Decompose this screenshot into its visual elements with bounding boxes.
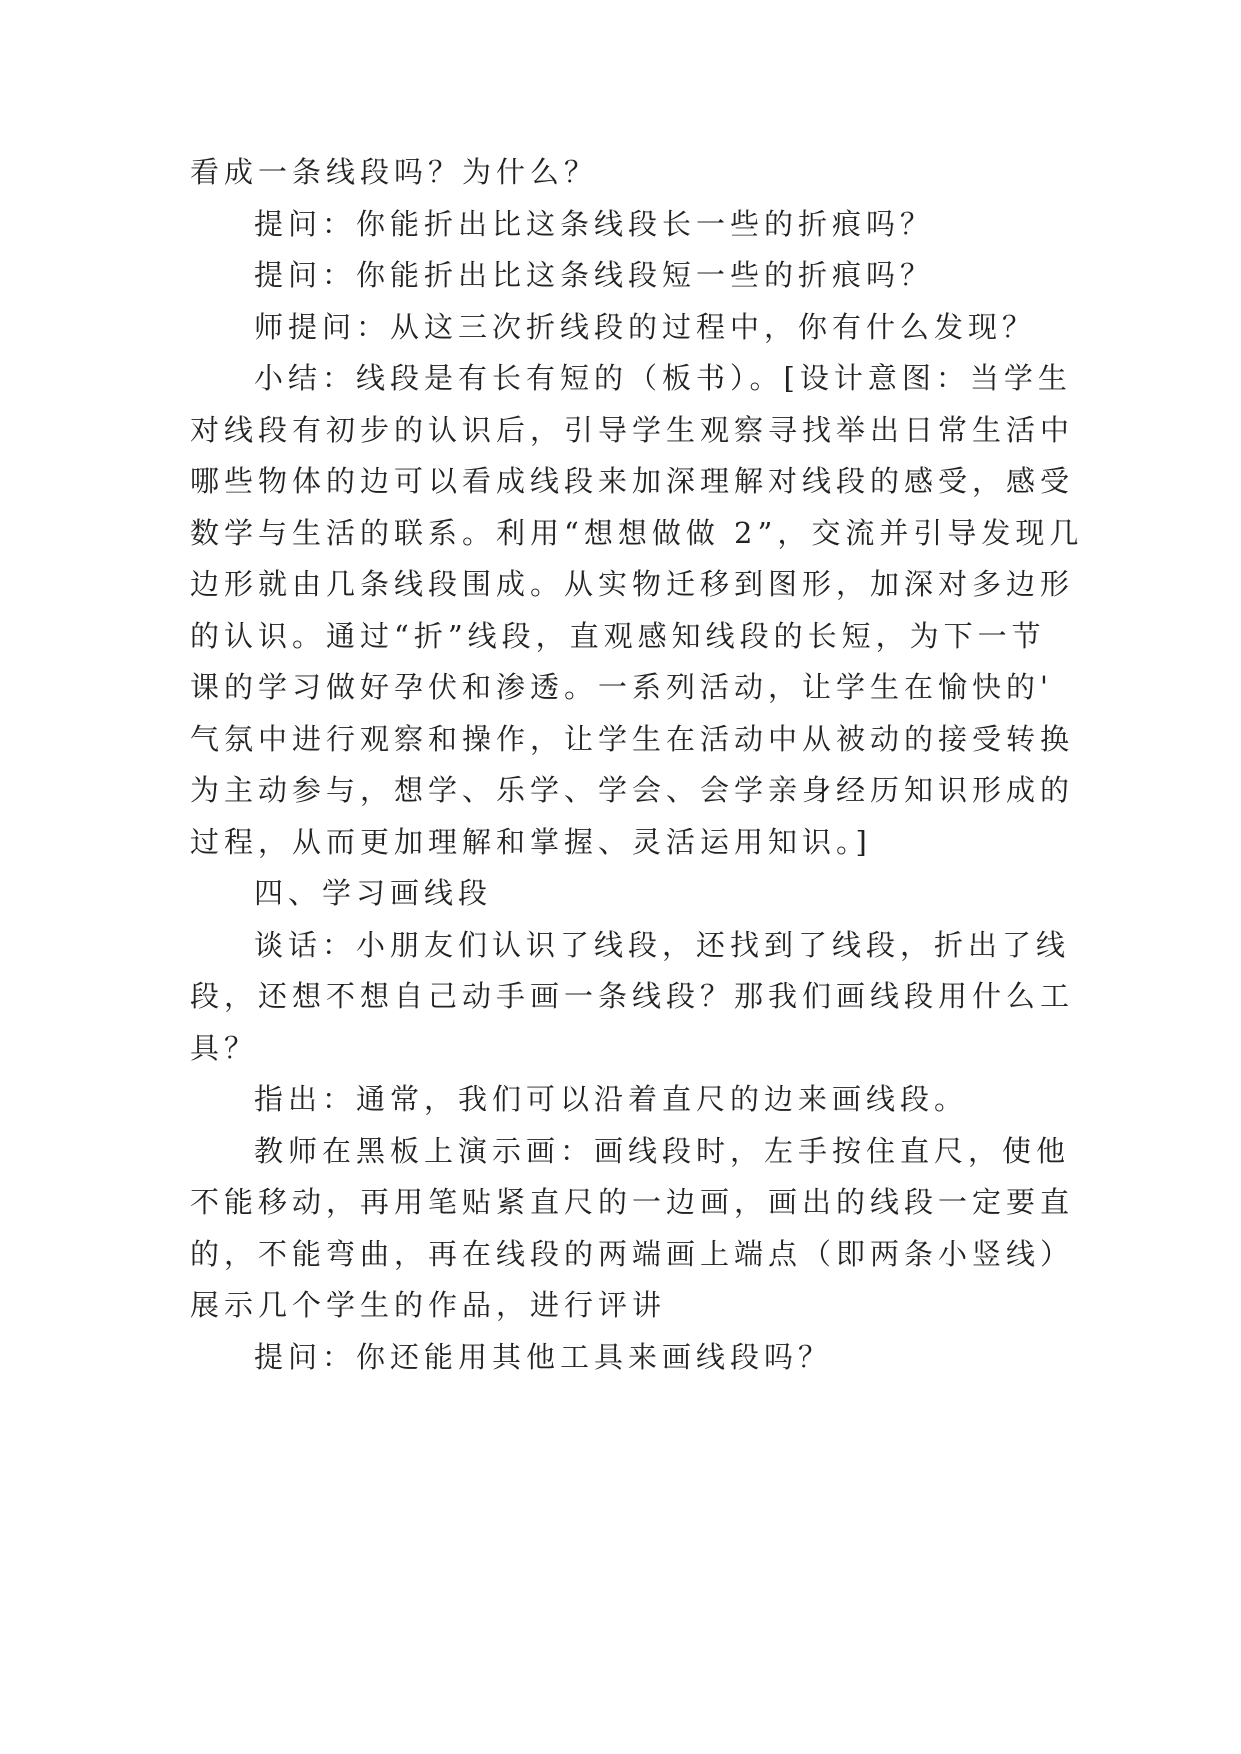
text-line: 为主动参与，想学、乐学、学会、会学亲身经历知识形成的 — [190, 773, 1075, 807]
text-line: 气氛中进行观察和操作，让学生在活动中从被动的接受转换 — [190, 722, 1075, 756]
text-line: 指出：通常，我们可以沿着直尺的边来画线段。 — [254, 1082, 969, 1116]
text-line: 看成一条线段吗？为什么？ — [190, 155, 599, 189]
text-line: 边形就由几条线段围成。从实物迁移到图形，加深对多边形 — [190, 567, 1075, 601]
text-line: 不能移动，再用笔贴紧直尺的一边画，画出的线段一定要直 — [190, 1185, 1075, 1219]
text-line: 师提问：从这三次折线段的过程中，你有什么发现？ — [254, 310, 1037, 344]
text-line: 具？ — [190, 1031, 259, 1065]
text-line: 谈话：小朋友们认识了线段，还找到了线段，折出了线 — [254, 928, 1071, 962]
text-line: 段，还想不想自己动手画一条线段？那我们画线段用什么工 — [190, 979, 1075, 1013]
text-line: 对线段有初步的认识后，引导学生观察寻找举出日常生活中 — [190, 413, 1075, 447]
text-line: 数学与生活的联系。利用“想想做做 2”，交流并引导发现几 — [190, 516, 1084, 550]
text-line: 的认识。通过“折”线段，直观感知线段的长短，为下一节 — [190, 619, 1046, 653]
text-line: 提问：你还能用其他工具来画线段吗？ — [254, 1340, 833, 1374]
text-line: 过程，从而更加理解和掌握、灵活运用知识。] — [190, 825, 872, 859]
text-line: 提问：你能折出比这条线段长一些的折痕吗？ — [254, 207, 935, 241]
text-line: 四、学习画线段 — [254, 876, 493, 910]
text-line: 提问：你能折出比这条线段短一些的折痕吗？ — [254, 258, 935, 292]
text-line: 教师在黑板上演示画：画线段时，左手按住直尺，使他 — [254, 1134, 1071, 1168]
text-line: 小结：线段是有长有短的（板书）。[设计意图：当学生 — [254, 361, 1072, 395]
text-line: 展示几个学生的作品，进行评讲 — [190, 1288, 667, 1322]
text-line: 的，不能弯曲，再在线段的两端画上端点（即两条小竖线） — [190, 1237, 1075, 1271]
text-line: 哪些物体的边可以看成线段来加深理解对线段的感受，感受 — [190, 464, 1075, 498]
text-line: 课的学习做好孕伏和渗透。一系列活动，让学生在愉快的' — [190, 670, 1053, 704]
